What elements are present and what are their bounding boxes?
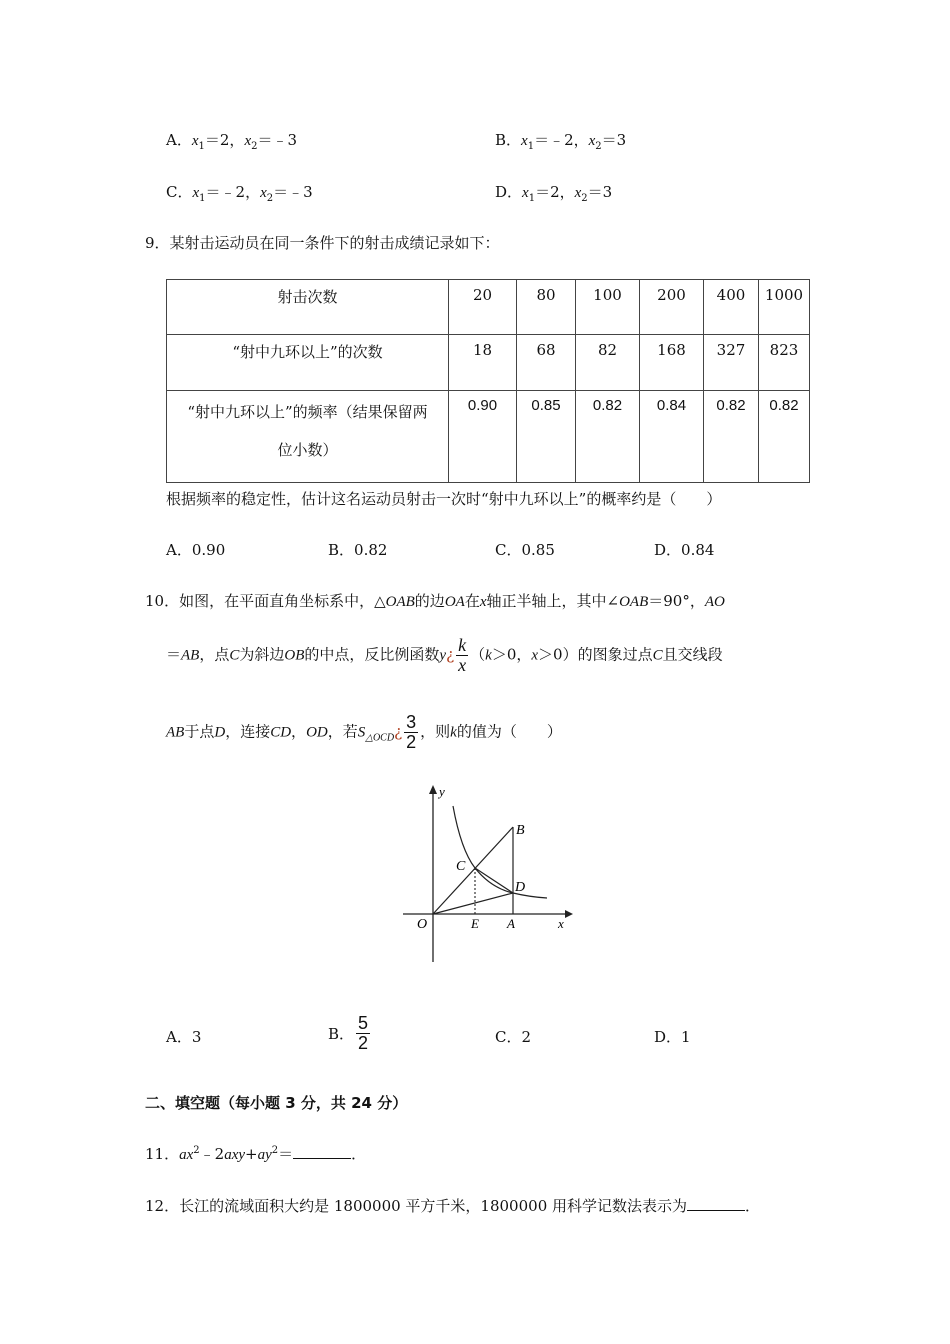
table-row-label: “射中九环以上”的频率（结果保留两 位小数） — [167, 391, 449, 483]
q9-option-d: D．0.84 — [654, 541, 715, 559]
label-x: x — [558, 916, 564, 931]
table-cell: 20 — [449, 280, 517, 335]
y-axis-arrow-icon — [429, 785, 437, 794]
q9-option-a: A．0.90 — [166, 541, 226, 559]
label-e: E — [471, 916, 479, 931]
table-cell: 1000 — [759, 280, 810, 335]
q10-line3: AB于点D，连接CD，OD，若$S_{\triangle OCD}¿$ $\frac{3}{2}$ ，则k的值为（ ） — [166, 712, 562, 752]
k-over-x-fraction: $\frac{k}{x}$ — [458, 635, 467, 675]
table-cell: 100 — [576, 280, 640, 335]
q9-question: 根据频率的稳定性，估计这名运动员射击一次时“射中九环以上”的概率约是（ ） — [166, 490, 722, 508]
q8-option-b: B．$x_1=﹣2$，$x_2=3$ — [495, 131, 627, 152]
q12: 12．长江的流域面积大约是 1800000 平方千米，1800000 用科学记数法表示为 ． — [145, 1197, 761, 1215]
label-y: y — [439, 784, 445, 799]
table-cell: 327 — [704, 335, 759, 391]
q10-line1: 10．如图，在平面直角坐标系中，△OAB的边OA在x轴正半轴上，其中∠OAB＝90°，AO — [145, 592, 725, 610]
label-b: B — [516, 823, 525, 838]
label-c: C — [456, 859, 466, 874]
q8-option-d: D．$x_1=2$，$x_2=3$ — [495, 183, 613, 204]
q8-option-c: C．$x_1=﹣2$，$x_2=﹣3$ — [166, 183, 313, 204]
q11-answer-blank[interactable] — [293, 1144, 351, 1159]
three-halves-fraction: $\frac{3}{2}$ — [406, 712, 417, 752]
label-d: D — [515, 880, 526, 895]
q9-option-c: C．0.85 — [495, 541, 555, 559]
q9-data-table — [166, 279, 810, 483]
q10-line2: ＝AB，点C为斜边OB的中点，反比例函数y¿ $\frac{k}{x}$ （k＞0，x＞0）的图象过点C且交线段 — [166, 635, 723, 675]
table-cell: 68 — [517, 335, 576, 391]
table-cell: 0.82 — [704, 391, 759, 483]
table-cell: 0.85 — [517, 391, 576, 483]
q10-option-a: A．3 — [166, 1028, 202, 1046]
q10-figure — [395, 780, 575, 970]
table-cell: 0.90 — [449, 391, 517, 483]
five-halves-fraction: $\frac{5}{2}$ — [358, 1013, 369, 1053]
table-cell: 168 — [640, 335, 704, 391]
q10-option-b: B． $\frac{5}{2}$ — [328, 1013, 369, 1053]
label-a: A — [507, 916, 515, 931]
x-axis-arrow-icon — [565, 910, 573, 918]
table-cell: 823 — [759, 335, 810, 391]
segment-od — [433, 893, 513, 914]
table-cell: 18 — [449, 335, 517, 391]
q12-answer-blank[interactable] — [687, 1196, 745, 1211]
q9-option-b: B．0.82 — [328, 541, 388, 559]
q10-option-d: D．1 — [654, 1028, 691, 1046]
table-row-label: 射击次数 — [167, 280, 449, 335]
table-cell: 82 — [576, 335, 640, 391]
q8-option-a: A．$x_1=2$，$x_2=﹣3$ — [166, 131, 298, 152]
section-2-title: 二、填空题（每小题 3 分，共 24 分） — [145, 1094, 408, 1112]
table-cell: 0.82 — [759, 391, 810, 483]
q11: 11．$ax^2﹣2axy+ay^2=$ ． — [145, 1145, 367, 1163]
table-cell: 0.82 — [576, 391, 640, 483]
q10-option-c: C．2 — [495, 1028, 532, 1046]
table-cell: 80 — [517, 280, 576, 335]
table-cell: 200 — [640, 280, 704, 335]
table-row-label: “射中九环以上”的次数 — [167, 335, 449, 391]
q9-stem: 9．某射击运动员在同一条件下的射击成绩记录如下： — [145, 234, 500, 252]
segment-ob — [433, 827, 513, 914]
table-cell: 0.84 — [640, 391, 704, 483]
label-o: O — [417, 917, 428, 932]
segment-cd — [475, 868, 513, 893]
table-cell: 400 — [704, 280, 759, 335]
